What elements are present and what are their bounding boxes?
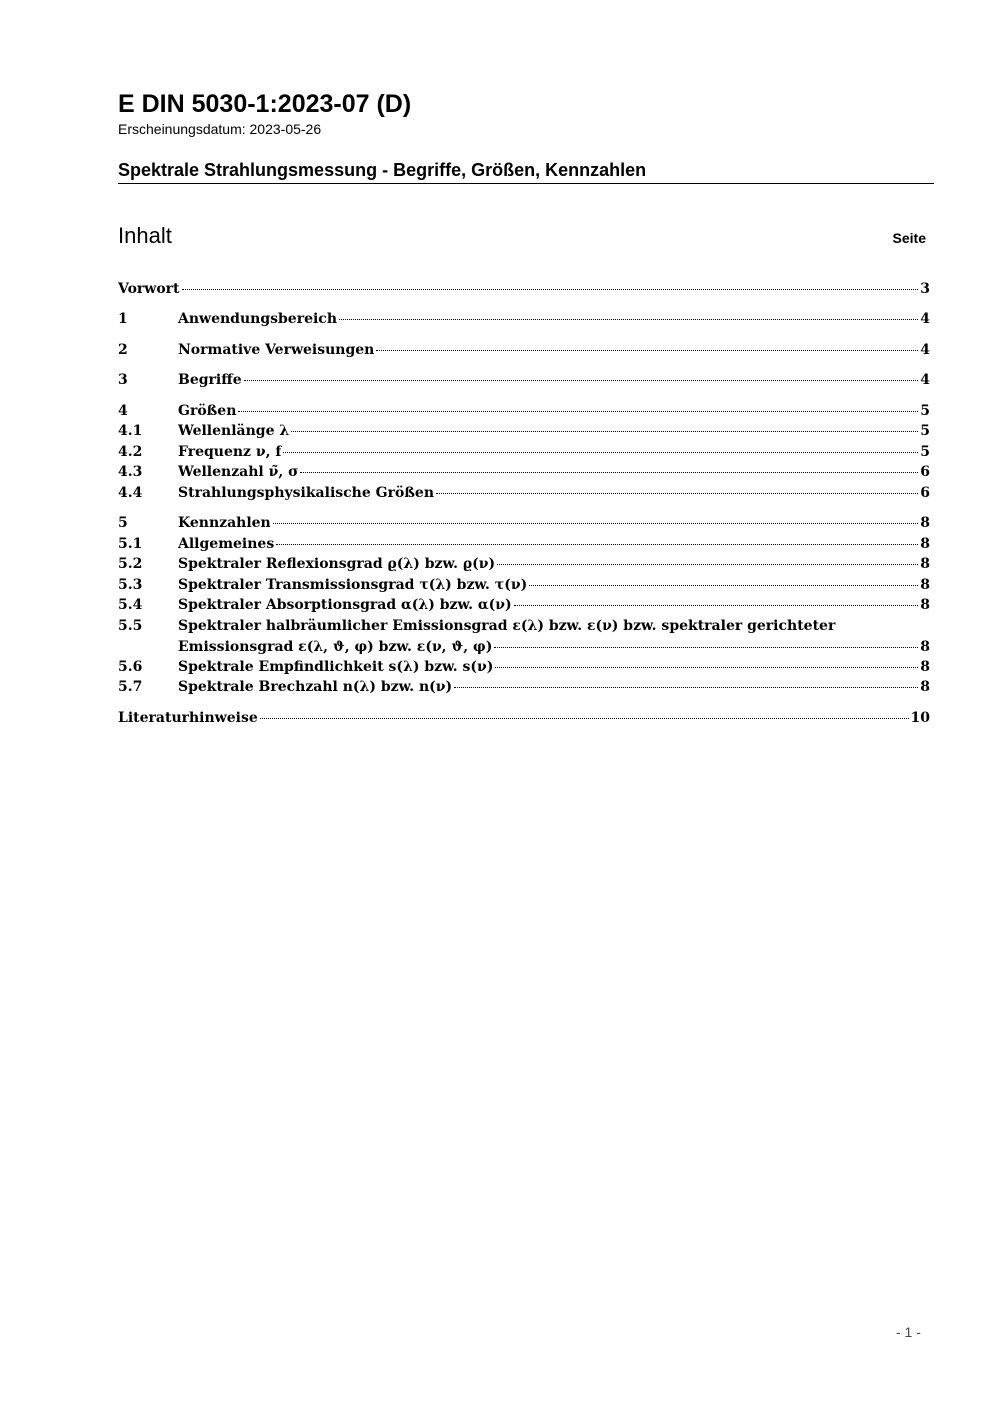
toc-leader-dots xyxy=(276,544,918,545)
toc-entry-label: Allgemeines xyxy=(178,536,275,552)
toc-entry-page: 5 xyxy=(920,423,930,439)
toc-leader-dots xyxy=(339,319,918,320)
toc-entry-4-1[interactable] xyxy=(118,421,930,442)
toc-entry-label: Spektraler halbräumlicher Emissionsgrad ε(λ) bzw. ε(ν) bzw. spektraler gerichteter xyxy=(178,618,836,634)
toc-entry-1[interactable] xyxy=(118,309,930,330)
toc-entry-page: 5 xyxy=(920,403,930,419)
toc-leader-dots xyxy=(244,380,919,381)
toc-entry-5-2[interactable] xyxy=(118,554,930,575)
toc-entry-page: 8 xyxy=(920,536,930,552)
toc-entry-page: 4 xyxy=(920,372,930,388)
toc-entry-number: 5 xyxy=(118,515,128,531)
toc-entry-3[interactable] xyxy=(118,370,930,391)
toc-leader-dots xyxy=(283,452,918,453)
toc-entry-page: 10 xyxy=(910,710,930,726)
toc-entry-page: 6 xyxy=(920,485,930,501)
toc-entry-page: 5 xyxy=(920,444,930,460)
toc-entry-number: 2 xyxy=(118,342,128,358)
document-header xyxy=(118,88,934,138)
toc-entry-label-continued: Emissionsgrad ε(λ, ϑ, φ) bzw. ε(ν, ϑ, φ) xyxy=(178,639,493,655)
toc-entry-5-7[interactable] xyxy=(118,677,930,698)
toc-entry-5-3[interactable] xyxy=(118,575,930,596)
toc-leader-dots xyxy=(494,647,918,648)
toc-entry-label: Literaturhinweise xyxy=(118,710,258,726)
toc-entry-vorwort[interactable] xyxy=(118,279,930,300)
toc-entry-number: 5.4 xyxy=(118,597,143,613)
toc-entry-number: 5.1 xyxy=(118,536,143,552)
toc-entry-number: 5.2 xyxy=(118,556,143,572)
toc-leader-dots xyxy=(514,605,919,606)
toc-entry-5-5[interactable] xyxy=(118,616,930,658)
document-id: E DIN 5030-1:2023-07 (D) xyxy=(118,90,412,118)
toc-entry-page: 8 xyxy=(920,659,930,675)
toc-entry-label: Normative Verweisungen xyxy=(178,342,375,358)
toc-heading: Inhalt xyxy=(118,223,172,248)
toc-entry-number: 4.2 xyxy=(118,444,143,460)
toc-entry-label: Kennzahlen xyxy=(178,515,271,531)
toc-entry-5[interactable] xyxy=(118,513,930,534)
toc-entry-label: Spektrale Brechzahl n(λ) bzw. n(ν) xyxy=(178,679,453,695)
toc-entry-number: 5.5 xyxy=(118,618,143,634)
toc-entry-5-6[interactable] xyxy=(118,657,930,678)
toc-entry-label: Wellenzahl ν̃, σ xyxy=(178,464,299,480)
toc-entry-number: 4.1 xyxy=(118,423,143,439)
toc-entry-page: 6 xyxy=(920,464,930,480)
toc-entry-4[interactable] xyxy=(118,401,930,422)
toc-entry-page: 4 xyxy=(920,342,930,358)
toc-leader-dots xyxy=(436,493,918,494)
toc-entry-label: Spektraler Reflexionsgrad ϱ(λ) bzw. ϱ(ν) xyxy=(178,556,496,572)
toc-leader-dots xyxy=(300,472,918,473)
toc-entry-number: 3 xyxy=(118,372,128,388)
toc-entry-label: Frequenz ν, f xyxy=(178,444,282,460)
toc-entry-4-2[interactable] xyxy=(118,442,930,463)
toc-entry-page: 8 xyxy=(920,679,930,695)
toc-entry-number: 5.6 xyxy=(118,659,143,675)
document-title: Spektrale Strahlungsmessung - Begriffe, Größen, Kennzahlen xyxy=(118,158,934,184)
toc-entry-label: Größen xyxy=(178,403,237,419)
toc-entry-2[interactable] xyxy=(118,340,930,361)
toc-entry-page: 3 xyxy=(920,281,930,297)
toc-entry-page: 8 xyxy=(920,597,930,613)
toc-entry-label: Vorwort xyxy=(118,281,180,297)
toc-entry-4-3[interactable] xyxy=(118,462,930,483)
toc-entry-page: 8 xyxy=(920,515,930,531)
toc-entry-label: Strahlungsphysikalische Größen xyxy=(178,485,435,501)
toc-entry-label: Begriffe xyxy=(178,372,242,388)
toc-leader-dots xyxy=(376,350,918,351)
toc-entry-number: 4 xyxy=(118,403,128,419)
publication-date: Erscheinungsdatum: 2023-05-26 xyxy=(118,121,322,137)
toc-leader-dots xyxy=(260,718,909,719)
toc-entry-page: 8 xyxy=(920,639,930,655)
toc-entry-4-4[interactable] xyxy=(118,483,930,504)
toc-entry-page: 4 xyxy=(920,311,930,327)
page-number: - 1 - xyxy=(896,1324,921,1340)
toc-entry-5-1[interactable] xyxy=(118,534,930,555)
toc-entry-label: Anwendungsbereich xyxy=(178,311,337,327)
toc-entry-literaturhinweise[interactable] xyxy=(118,708,930,729)
toc-leader-dots xyxy=(529,585,918,586)
toc-header xyxy=(118,222,926,250)
toc-entry-5-4[interactable] xyxy=(118,595,930,616)
toc-entry-number: 5.7 xyxy=(118,679,143,695)
toc-leader-dots xyxy=(495,667,918,668)
toc-entry-page: 8 xyxy=(920,577,930,593)
toc-entry-label: Spektrale Empfindlichkeit s(λ) bzw. s(ν) xyxy=(178,659,494,675)
toc-entry-number: 1 xyxy=(118,311,128,327)
toc-entry-number: 4.3 xyxy=(118,464,143,480)
toc-leader-dots xyxy=(291,431,918,432)
toc-entry-label: Spektraler Absorptionsgrad α(λ) bzw. α(ν) xyxy=(178,597,512,613)
toc-leader-dots xyxy=(454,687,918,688)
toc-entry-page: 8 xyxy=(920,556,930,572)
toc-entry-label: Wellenlänge λ xyxy=(178,423,290,439)
toc-entry-label: Spektraler Transmissionsgrad τ(λ) bzw. τ(ν) xyxy=(178,577,528,593)
toc-page-column-label: Seite xyxy=(892,230,926,246)
toc-leader-dots xyxy=(238,411,918,412)
toc-entry-number: 5.3 xyxy=(118,577,143,593)
toc-leader-dots xyxy=(273,523,919,524)
toc-entry-number: 4.4 xyxy=(118,485,143,501)
toc-leader-dots xyxy=(497,564,918,565)
toc-leader-dots xyxy=(182,289,919,290)
